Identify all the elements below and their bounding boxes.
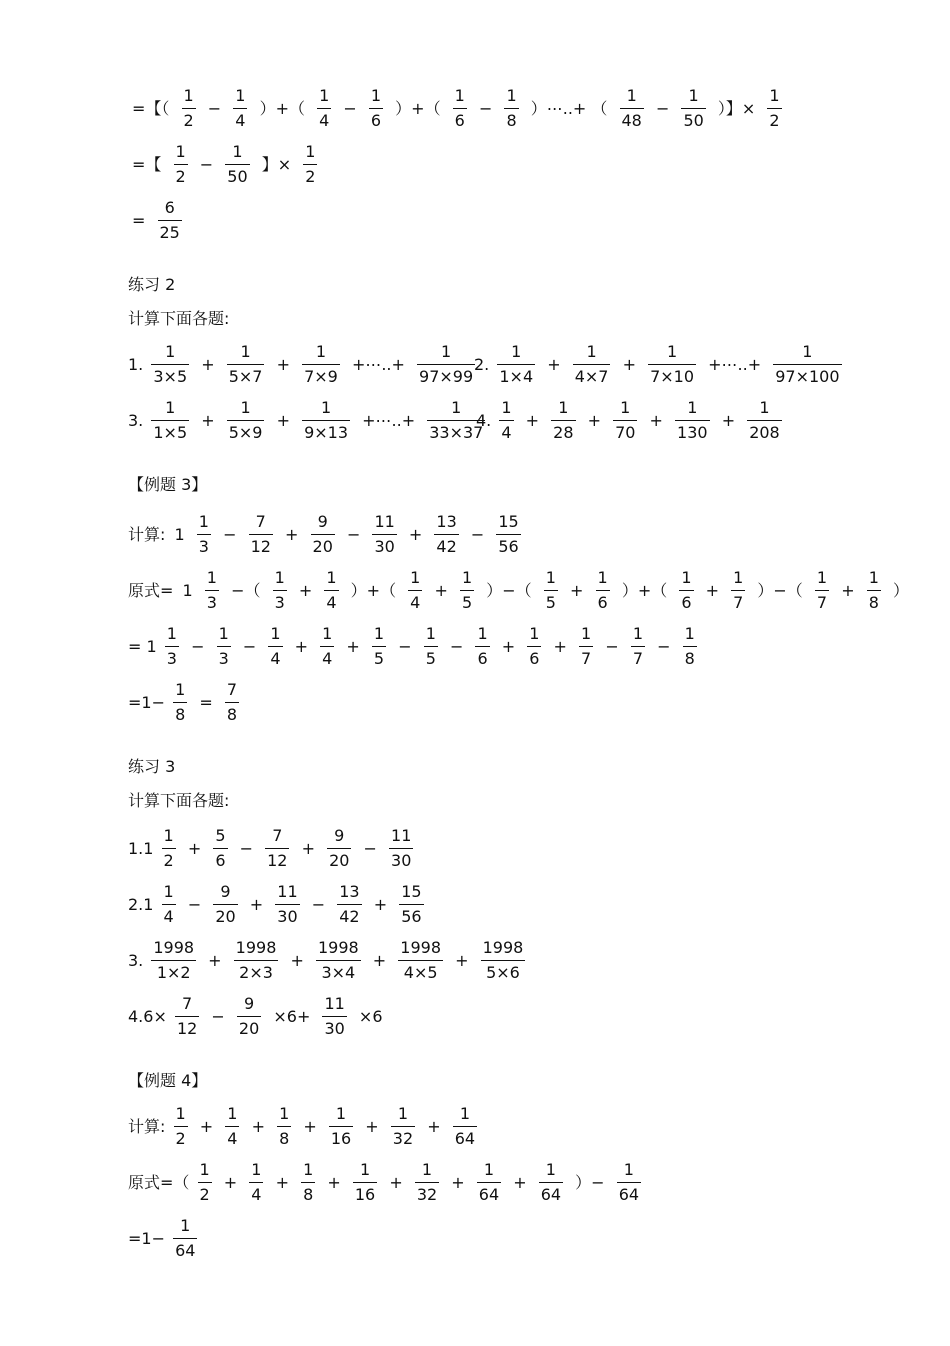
example-4-original [128,1160,644,1205]
solution-line-3 [128,198,185,243]
fraction: $\frac{1}{6}$ [597,568,608,612]
fraction: $\frac{1}{33\times 37}$ [429,398,484,442]
fraction: $\frac{1}{3}$ [274,568,285,612]
operator: − [199,154,214,174]
fraction: $\frac{1}{3}$ [198,512,209,556]
fraction: $\frac{1}{64}$ [454,1104,476,1148]
operator: ）− [575,1172,605,1192]
operator: + [294,636,309,656]
fraction: $\frac{1}{4}$ [319,86,330,130]
fraction: $\frac{1}{2}$ [163,826,174,870]
practice-2-question-4 [476,398,785,443]
question-number: 3. [128,410,144,430]
operator: + [455,950,469,970]
label: =1− [128,692,165,712]
fraction: $\frac{13}{42}$ [339,882,360,926]
practice-2-question-2 [474,342,845,387]
example-3-title: 【例题 3】 [128,475,208,494]
operator: ）−（ [486,580,532,600]
operator: − [191,636,205,656]
fraction: $\frac{1}{64}$ [175,1216,196,1260]
operator: + [303,1116,317,1136]
fraction: $\frac{1}{28}$ [553,398,574,442]
question-number: 2.1 [128,894,154,914]
fraction: $\frac{1}{8}$ [303,1160,314,1204]
fraction: $\frac{7}{12}$ [176,994,198,1038]
label: =1− [128,1228,165,1248]
label: = [128,636,142,656]
operator: ×6 [358,1006,383,1026]
operator: − [655,98,670,118]
fraction: $\frac{1998}{5\times 6}$ [482,938,524,982]
fraction: $\frac{1}{2}$ [175,142,186,186]
practice-3-question-3 [128,938,528,983]
fraction: $\frac{1}{50}$ [227,142,248,186]
operator: − [605,636,619,656]
fraction: $\frac{6}{25}$ [159,198,180,242]
operator: + [587,410,601,430]
operator: + [570,580,584,600]
operator: ）+（ [259,98,305,118]
example-4-calc [128,1104,480,1149]
fraction: $\frac{1}{48}$ [621,86,642,130]
question-number: 2. [474,354,490,374]
fraction: $\frac{1}{16}$ [330,1104,352,1148]
fraction: $\frac{1}{5}$ [373,624,385,668]
fraction: $\frac{1998}{2\times 3}$ [235,938,277,982]
operator: ）−（ [757,580,803,600]
fraction: $\frac{1}{6}$ [681,568,692,612]
fraction: $\frac{1}{6}$ [370,86,382,130]
practice-3-subtitle: 计算下面各题: [128,791,230,810]
operator: + [223,1172,238,1192]
operator: + [201,354,215,374]
operator: + [434,580,448,600]
label: 原式= [128,580,174,600]
fraction: $\frac{9}{20}$ [312,512,333,556]
fraction: $\frac{13}{42}$ [436,512,457,556]
operator: +⋯..+ [362,410,416,430]
operator: + [501,636,516,656]
practice-2-question-3 [128,398,488,443]
operator: 】× [261,154,292,174]
operator: + [276,410,290,430]
operator: + [365,1116,379,1136]
operator: + [346,636,360,656]
operator: + [427,1116,441,1136]
operator: + [275,1172,289,1192]
practice-3-question-2 [128,882,427,927]
operator: − [239,838,254,858]
operator: − [343,98,357,118]
fraction: $\frac{1}{4\times 7}$ [574,342,609,386]
fraction: $\frac{1}{6}$ [454,86,465,130]
practice-3-question-4 [128,994,387,1039]
example-3-step [128,624,700,669]
fraction: $\frac{1}{4}$ [227,1104,238,1148]
operator: + [721,410,736,430]
fraction: $\frac{1}{8}$ [506,86,517,130]
fraction: $\frac{11}{30}$ [374,512,395,556]
fraction: $\frac{1}{8}$ [684,624,695,668]
example-4-title: 【例题 4】 [128,1071,208,1090]
practice-2-title: 练习 2 [128,275,176,294]
fraction: $\frac{1}{64}$ [540,1160,562,1204]
whole-number: 1 [182,580,193,600]
fraction: $\frac{1}{64}$ [618,1160,640,1204]
operator: + [389,1172,403,1192]
operator: − [398,636,412,656]
operator: + [187,838,202,858]
fraction: $\frac{1}{3}$ [218,624,229,668]
fraction: $\frac{1}{3}$ [206,568,217,612]
operator: − [478,98,493,118]
operator: + [251,1116,265,1136]
fraction: $\frac{11}{30}$ [277,882,298,926]
operator: ）】× [717,98,756,118]
fraction: $\frac{1}{2}$ [175,1104,186,1148]
fraction: $\frac{1}{4}$ [410,568,421,612]
fraction: $\frac{1998}{3\times 4}$ [317,938,359,982]
operator: + [372,950,387,970]
fraction: $\frac{1}{6}$ [477,624,488,668]
fraction: $\frac{7}{8}$ [226,680,238,724]
fraction: $\frac{1}{8}$ [868,568,879,612]
label: 原式=（ [128,1172,190,1192]
operator: + [408,524,423,544]
whole-number: 1 [146,636,157,656]
fraction: $\frac{15}{56}$ [401,882,422,926]
operator: − [657,636,671,656]
fraction: $\frac{1}{4}$ [326,568,337,612]
fraction: $\frac{1}{1\times 5}$ [153,398,188,442]
operator: − [187,894,202,914]
example-4-result [128,1216,200,1261]
fraction: $\frac{5}{6}$ [215,826,226,870]
fraction: $\frac{1}{32}$ [392,1104,414,1148]
fraction: $\frac{15}{56}$ [498,512,519,556]
operator: − [211,1006,225,1026]
fraction: $\frac{1}{3\times 5}$ [153,342,188,386]
operator: ）+（ [621,580,668,600]
operator: − [242,636,257,656]
operator: −（ [231,580,261,600]
operator: = [199,692,213,712]
example-3-original [128,568,913,613]
fraction: $\frac{1}{5}$ [425,624,436,668]
operator: − [311,894,326,914]
fraction: $\frac{9}{20}$ [238,994,260,1038]
fraction: $\frac{1}{32}$ [416,1160,438,1204]
operator: − [346,524,361,544]
fraction: $\frac{7}{12}$ [267,826,288,870]
fraction: $\frac{1998}{1\times 2}$ [153,938,195,982]
fraction: $\frac{1}{2}$ [199,1160,210,1204]
label: 计算: [128,1116,166,1136]
operator: + [513,1172,527,1192]
fraction: $\frac{1}{2}$ [183,86,194,130]
operator: + [276,354,290,374]
example-3-calc [128,512,524,557]
fraction: $\frac{1}{208}$ [749,398,780,442]
fraction: $\frac{1}{5}$ [545,568,556,612]
fraction: $\frac{1}{4}$ [163,882,174,926]
operator: + [208,950,222,970]
fraction: $\frac{1}{97\times 100}$ [775,342,840,386]
whole-number: 1 [174,524,185,544]
fraction: $\frac{1}{7}$ [581,624,592,668]
operator: + [373,894,388,914]
operator: ）⋯..+ （ [530,98,608,118]
fraction: $\frac{1}{2}$ [769,86,780,130]
fraction: $\frac{1}{7}$ [632,624,643,668]
solution-line-1 [128,86,785,131]
practice-2-subtitle: 计算下面各题: [128,309,230,328]
label: 计算: [128,524,166,544]
fraction: $\frac{1}{6}$ [529,624,540,668]
fraction: $\frac{1}{8}$ [175,680,186,724]
operator: + [622,354,636,374]
operator: =【（ [132,98,170,118]
fraction: $\frac{1}{3}$ [166,624,177,668]
operator: ） [892,580,909,600]
operator: + [553,636,567,656]
operator: + [451,1172,465,1192]
fraction: $\frac{1}{8}$ [279,1104,290,1148]
fraction: $\frac{11}{30}$ [324,994,345,1038]
operator: + [199,1116,214,1136]
fraction: $\frac{1}{9\times 13}$ [304,398,349,442]
fraction: $\frac{1}{7}$ [816,568,828,612]
operator: − [207,98,222,118]
operator: + [525,410,540,430]
fraction: $\frac{1}{50}$ [683,86,704,130]
operator: =【 [132,154,162,174]
fraction: $\frac{11}{30}$ [391,826,412,870]
fraction: $\frac{1}{4}$ [270,624,281,668]
fraction: $\frac{9}{20}$ [215,882,236,926]
operator: + [841,580,855,600]
operator: − [363,838,377,858]
fraction: $\frac{1}{4}$ [251,1160,262,1204]
operator: + [327,1172,341,1192]
operator: + [249,894,264,914]
fraction: $\frac{1}{16}$ [354,1160,376,1204]
fraction: $\frac{1}{7\times 10}$ [650,342,695,386]
practice-3-title: 练习 3 [128,757,176,776]
question-number: 4. [476,410,492,430]
operator: + [285,524,299,544]
operator: − [449,636,464,656]
operator: ×6+ [273,1006,311,1026]
question-number: 4.6× [128,1006,167,1026]
practice-2-question-1 [128,342,478,387]
operator: + [649,410,663,430]
fraction: $\frac{1}{1\times 4}$ [499,342,534,386]
fraction: $\frac{9}{20}$ [329,826,350,870]
operator: + [298,580,313,600]
fraction: $\frac{1}{5\times 7}$ [228,342,263,386]
fraction: $\frac{1}{70}$ [615,398,636,442]
operator: ）+（ [350,580,397,600]
fraction: $\frac{1}{5\times 9}$ [228,398,263,442]
fraction: $\frac{1}{7\times 9}$ [304,342,338,386]
fraction: $\frac{1998}{4\times 5}$ [400,938,442,982]
solution-line-2 [128,142,320,187]
fraction: $\frac{1}{4}$ [501,398,512,442]
fraction: $\frac{1}{5}$ [461,568,473,612]
operator: + [705,580,720,600]
example-3-result [128,680,242,725]
operator: + [301,838,315,858]
fraction: $\frac{1}{97\times 99}$ [419,342,474,386]
operator: − [223,524,237,544]
fraction: $\frac{1}{4}$ [322,624,333,668]
fraction: $\frac{1}{130}$ [677,398,708,442]
operator: = [132,210,146,230]
operator: +⋯..+ [708,354,762,374]
operator: − [470,524,485,544]
fraction: $\frac{7}{12}$ [250,512,271,556]
practice-3-question-1 [128,826,416,871]
operator: +⋯..+ [351,354,405,374]
operator: + [201,410,215,430]
operator: + [290,950,304,970]
fraction: $\frac{1}{7}$ [733,568,744,612]
operator: + [547,354,561,374]
fraction: $\frac{1}{64}$ [478,1160,500,1204]
question-number: 1. [128,354,144,374]
fraction: $\frac{1}{4}$ [235,86,246,130]
question-number: 1.1 [128,838,154,858]
question-number: 3. [128,950,144,970]
operator: ）+（ [395,98,441,118]
fraction: $\frac{1}{2}$ [305,142,316,186]
